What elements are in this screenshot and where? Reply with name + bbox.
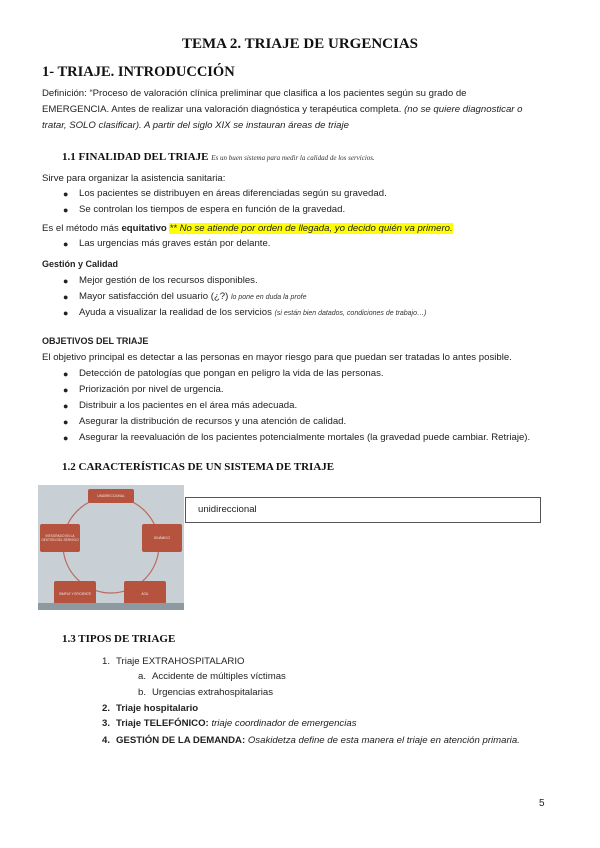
list-item: ● Detección de patologías que pongan en peligro la vida de las personas.	[63, 368, 384, 379]
list-number: 4.	[101, 735, 110, 746]
page-title: TEMA 2. TRIAJE DE URGENCIAS	[181, 36, 418, 52]
list-letter: a.	[137, 671, 146, 682]
list-item-desc: Osakidetza define de esta manera el triaje en atención primaria.	[247, 735, 520, 746]
definition-line-1: Definición: “Proceso de valoración clínica preliminar que clasifica a los pacientes según su grado de	[42, 88, 467, 99]
list-item: ● Asegurar la distribución de recursos y una atención de calidad.	[63, 416, 347, 427]
list-item: ● Mayor satisfacción del usuario (¿?) lo pone en duda la profe	[63, 291, 307, 302]
list-item-label: GESTIÓN DE LA DEMANDA:	[116, 735, 246, 746]
list-item-desc: triaje coordinador de emergencias	[211, 718, 357, 729]
list-item-text: Las urgencias más graves están por delante.	[79, 238, 271, 249]
list-item-label: Triaje hospitalario	[116, 703, 199, 714]
list-item-text: Se controlan los tiempos de espera en función de la gravedad.	[79, 204, 346, 215]
list-item-text: Detección de patologías que pongan en peligro la vida de las personas.	[79, 368, 384, 379]
list-subitem	[137, 685, 274, 701]
equity-line	[42, 221, 453, 237]
definition-line-3: tratar, SOLO clasificar). A partir del siglo XIX se instauran áreas de triaje	[42, 120, 349, 131]
diagram-node-agil: ÁGIL	[124, 581, 166, 607]
list-subitem-label: Accidente de múltiples víctimas	[152, 671, 286, 682]
finalidad-heading-note: Es un buen sistema para medir la calidad de los servicios.	[211, 154, 375, 162]
section-heading-finalidad	[62, 151, 375, 163]
list-item	[101, 654, 245, 670]
list-item	[101, 716, 357, 732]
list-number: 3.	[101, 718, 110, 729]
list-item-text: Mejor gestión de los recursos disponibles.	[79, 275, 258, 286]
unidireccional-label: unidireccional	[198, 504, 257, 515]
section-heading-introduccion: 1- TRIAJE. INTRODUCCIÓN	[42, 64, 235, 80]
list-item-text: Mayor satisfacción del usuario (¿?)	[79, 291, 229, 302]
list-subitem-label: Urgencias extrahospitalarias	[152, 687, 274, 698]
list-item-text: Ayuda a visualizar la realidad de los servicios	[79, 307, 272, 318]
list-item: ● Se controlan los tiempos de espera en función de la gravedad.	[63, 204, 346, 215]
definition-paragraph	[42, 86, 562, 134]
list-item-text: Distribuir a los pacientes en el área más adecuada.	[79, 400, 298, 411]
list-item: ● Mejor gestión de los recursos disponibles.	[63, 275, 258, 286]
list-item-label: Triaje EXTRAHOSPITALARIO	[116, 656, 245, 667]
equity-bold: equitativo	[121, 223, 167, 234]
objectives-heading: OBJETIVOS DEL TRIAJE	[42, 336, 149, 346]
list-item: ● Asegurar la reevaluación de los pacientes potencialmente mortales (la gravedad puede cambiar. Retriaje).	[63, 432, 531, 443]
list-item-note: (si están bien datados, condiciones de trabajo…)	[274, 310, 427, 317]
list-number: 1.	[101, 656, 110, 667]
definition-line-2	[42, 102, 562, 118]
list-item-text: Asegurar la reevaluación de los pacientes potencialmente mortales (la gravedad puede cambiar. Retriaje).	[79, 432, 531, 443]
equity-prefix: Es el método más	[42, 223, 122, 234]
list-item: ● Priorización por nivel de urgencia.	[63, 384, 224, 395]
diagram-node-simple: SIMPLE Y EFICIENTE	[54, 581, 96, 607]
list-item: ● Ayuda a visualizar la realidad de los servicios (si están bien datados, condiciones de trabajo…)	[63, 307, 427, 318]
list-item-text: Priorización por nivel de urgencia.	[79, 384, 224, 395]
list-number: 2.	[101, 703, 110, 714]
page-number: 5	[539, 798, 545, 809]
list-item-text: Los pacientes se distribuyen en áreas diferenciadas según su gravedad.	[79, 188, 387, 199]
definition-text: EMERGENCIA. Antes de realizar una valoración diagnóstica y terapéutica completa.	[42, 104, 402, 115]
list-item: ● Las urgencias más graves están por delante.	[63, 238, 271, 249]
list-item-note: lo pone en duda la profe	[230, 294, 307, 301]
diagram-floor	[38, 603, 184, 610]
section-heading-tipos: 1.3 TIPOS DE TRIAGE	[62, 633, 176, 645]
objectives-intro: El objetivo principal es detectar a las personas en mayor riesgo para que puedan ser tratadas lo antes posible.	[42, 352, 512, 363]
organize-intro: Sirve para organizar la asistencia sanitaria:	[42, 173, 226, 184]
list-item	[101, 733, 520, 749]
equity-highlight: ** No se atiende por orden de llegada, yo decido quién va primero.	[169, 223, 453, 234]
list-item-text: Asegurar la distribución de recursos y una atención de calidad.	[79, 416, 347, 427]
list-item	[101, 701, 199, 717]
list-letter: b.	[137, 687, 146, 698]
diagram-node-unidireccional: UNIDIRECCIONAL	[88, 489, 134, 503]
list-subitem	[137, 669, 286, 685]
section-heading-caracteristicas: 1.2 CARACTERÍSTICAS DE UN SISTEMA DE TRIAJE	[62, 461, 335, 473]
diagram-node-dinamico: DINÁMICO	[142, 524, 182, 552]
finalidad-heading-text: 1.1 FINALIDAD DEL TRIAJE	[62, 151, 209, 163]
diagram-node-integrado: INTEGRADO EN LA GESTIÓN DEL SERVICIO	[40, 524, 80, 552]
unidireccional-box	[185, 497, 541, 523]
list-item: ● Los pacientes se distribuyen en áreas diferenciadas según su gravedad.	[63, 188, 387, 199]
quality-heading: Gestión y Calidad	[42, 259, 119, 269]
characteristics-diagram	[38, 485, 184, 610]
definition-aside: (no se quiere diagnosticar o	[404, 104, 523, 115]
list-item-label: Triaje TELEFÓNICO:	[116, 718, 209, 729]
list-item: ● Distribuir a los pacientes en el área más adecuada.	[63, 400, 298, 411]
